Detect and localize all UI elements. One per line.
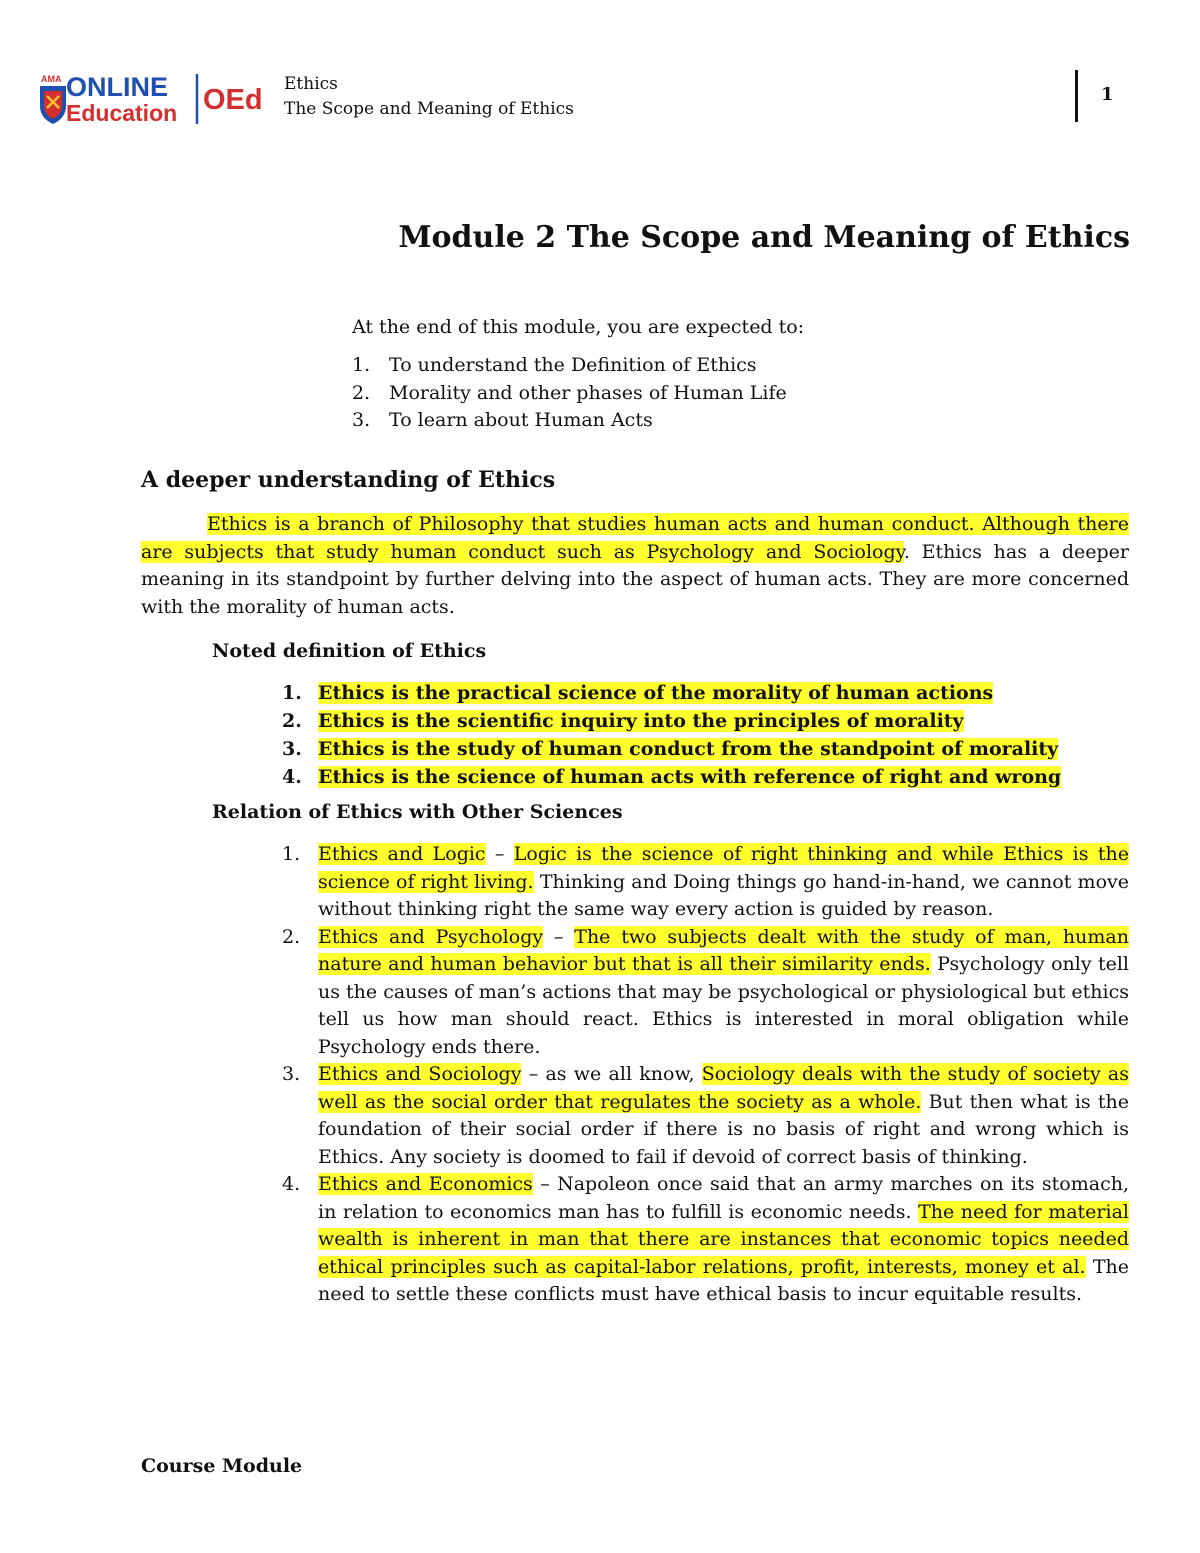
list-item: 2. Morality and other phases of Human Life (352, 381, 787, 404)
intro-paragraph (141, 511, 1129, 621)
relations-heading: Relation of Ethics with Other Sciences (212, 801, 623, 823)
list-item: 2. Ethics is the scientific inquiry into the principles of morality (282, 710, 964, 732)
list-item: 3. Ethics is the study of human conduct from the standpoint of morality (282, 738, 1059, 760)
highlighted-text: Ethics is a branch of Philosophy that studies human acts and human conduct. Although there are subjects that study human conduct such as Psychology and Sociology (141, 513, 1129, 563)
logo-line2: Education (66, 100, 178, 126)
list-item: 4. Ethics and Economics – Napoleon once said that an army marches on its stomach, in relation to economics man has to fulfill is economic needs. The need for material wealth is inherent in man that there are instances that economic topics needed ethical principles such as capital-labor relations, profit, interests, money et al. The need to settle these conflicts must have ethical basis to incur equitable results. (282, 1173, 1129, 1305)
objectives-intro: At the end of this module, you are expected to: (352, 316, 805, 338)
header-text (284, 72, 574, 122)
logo-mark: OEd (203, 84, 263, 116)
logo-line1: ONLINE (66, 72, 169, 102)
definitions-heading: Noted definition of Ethics (212, 640, 487, 662)
relations-list (282, 841, 1129, 1309)
svg-text:AMA: AMA (41, 74, 62, 84)
section-heading: A deeper understanding of Ethics (141, 467, 556, 493)
objectives-list (352, 352, 1112, 435)
header-subtitle: The Scope and Meaning of Ethics (284, 99, 574, 119)
page-title: Module 2 The Scope and Meaning of Ethics (398, 220, 1130, 255)
list-item: 1. To understand the Definition of Ethics (352, 354, 757, 376)
header-course: Ethics (284, 74, 338, 94)
definitions-list (282, 679, 1132, 791)
logo-graphic (36, 70, 276, 128)
list-item: 3. To learn about Human Acts (352, 409, 653, 431)
list-item: 2. Ethics and Psychology – The two subjects dealt with the study of man, human nature and human behavior but that is all their similarity ends. Psychology only tell us the causes of man’s actions that may be psychological or physiological but ethics tell us how man should react. Ethics is interested in moral obligation while Psychology ends there. (282, 925, 1130, 1058)
objectives (352, 314, 1112, 435)
footer-course-module: Course Module (141, 1455, 303, 1477)
page-number: 1 (1101, 84, 1114, 105)
list-item: 1. Ethics is the practical science of the morality of human actions (282, 682, 994, 704)
list-item: 1. Ethics and Logic – Logic is the science of right thinking and while Ethics is the science of right living. Thinking and Doing things go hand-in-hand, we cannot move without thinking right the same way every action is guided by reason. (282, 843, 1129, 920)
page-number-rule (1075, 70, 1078, 122)
online-education-logo (36, 70, 276, 128)
paragraph-text: . Ethics has a deeper meaning in its standpoint by further delving into the aspect of human acts. They are more concerned with the morality of human acts. (141, 540, 1129, 618)
list-item: 3. Ethics and Sociology – as we all know, Sociology deals with the study of society as well as the social order that regulates the society as a whole. But then what is the foundation of their social order if there is no basis of right and wrong which is Ethics. Any society is doomed to fail if devoid of correct basis of thinking. (282, 1063, 1130, 1168)
list-item: 4. Ethics is the science of human acts with reference of right and wrong (282, 766, 1062, 788)
